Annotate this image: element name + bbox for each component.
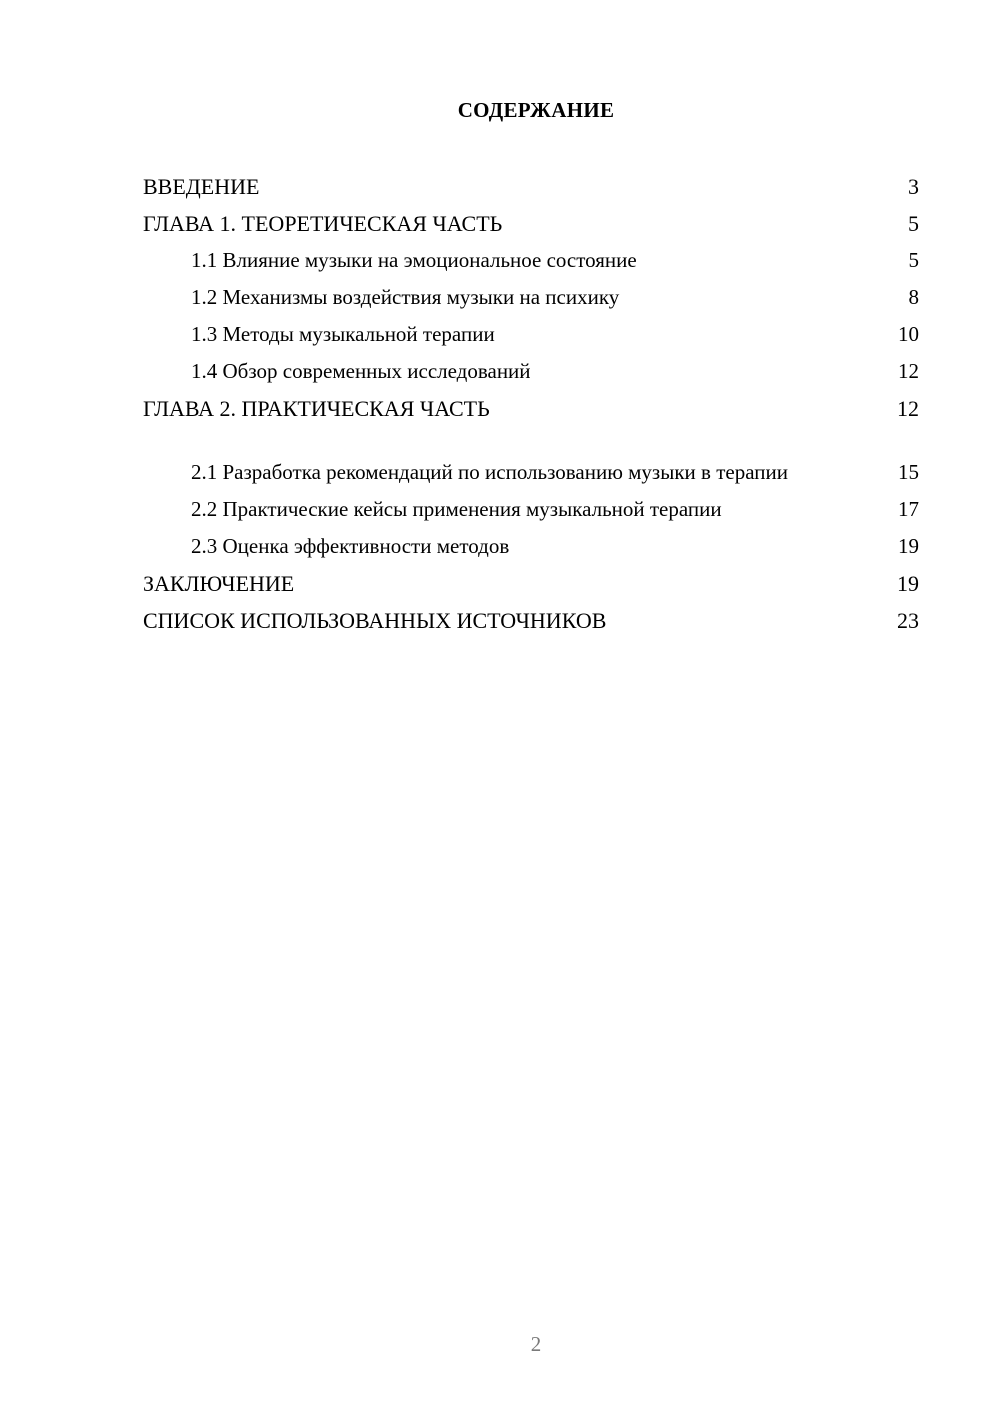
toc-entry-section-1-1 — [143, 242, 919, 279]
toc-entry-section-1-2 — [143, 279, 919, 316]
toc-entry-label: ВВЕДЕНИЕ — [143, 174, 260, 199]
toc-entry-page: 19 — [897, 571, 919, 596]
toc-entry-page: 3 — [908, 174, 919, 199]
page-number: 2 — [530, 1332, 542, 1356]
toc-entry-label: 1.2 Механизмы воздействия музыки на психику — [191, 285, 620, 309]
toc-entry-label: ГЛАВА 2. ПРАКТИЧЕСКАЯ ЧАСТЬ — [143, 396, 490, 421]
toc-entry-conclusion — [143, 565, 919, 602]
toc-entry-label: СПИСОК ИСПОЛЬЗОВАННЫХ ИСТОЧНИКОВ — [143, 608, 607, 633]
toc-entry-section-2-2 — [143, 491, 919, 528]
toc-entry-chapter-2 — [143, 390, 919, 427]
page-title: СОДЕРЖАНИЕ — [457, 98, 615, 122]
toc-entry-page: 5 — [908, 248, 919, 272]
toc-entry-label: 1.4 Обзор современных исследований — [191, 359, 531, 383]
toc-entry-label: 1.3 Методы музыкальной терапии — [191, 322, 495, 346]
toc-entry-page: 5 — [908, 211, 919, 236]
toc-entry-label: 1.1 Влияние музыки на эмоциональное состояние — [191, 248, 637, 272]
toc-entry-chapter-1 — [143, 205, 919, 242]
toc-entry-label: 2.2 Практические кейсы применения музыкальной терапии — [191, 497, 722, 521]
toc-entry-page: 19 — [898, 534, 919, 558]
toc-entry-page: 12 — [898, 359, 919, 383]
toc-entry-page: 15 — [898, 460, 919, 484]
toc-entry-page: 10 — [898, 322, 919, 346]
toc-entry-page: 17 — [898, 497, 919, 521]
toc-entry-page: 12 — [897, 396, 919, 421]
toc-entry-page: 8 — [908, 285, 919, 309]
toc-entry-section-1-3 — [143, 316, 919, 353]
toc-entry-section-2-1 — [143, 427, 919, 491]
toc-entry-page: 23 — [897, 608, 919, 633]
toc-entry-section-1-4 — [143, 353, 919, 390]
toc-entry-label: ЗАКЛЮЧЕНИЕ — [143, 571, 295, 596]
toc-entry-introduction — [143, 168, 919, 205]
toc-entry-references — [143, 602, 919, 639]
toc-entry-label: ГЛАВА 1. ТЕОРЕТИЧЕСКАЯ ЧАСТЬ — [143, 211, 503, 236]
toc-entry-label: 2.1 Разработка рекомендаций по использованию музыки в терапии — [191, 460, 788, 484]
toc-entry-label: 2.3 Оценка эффективности методов — [191, 534, 510, 558]
toc-entry-section-2-3 — [143, 528, 919, 565]
table-of-contents — [143, 168, 919, 639]
